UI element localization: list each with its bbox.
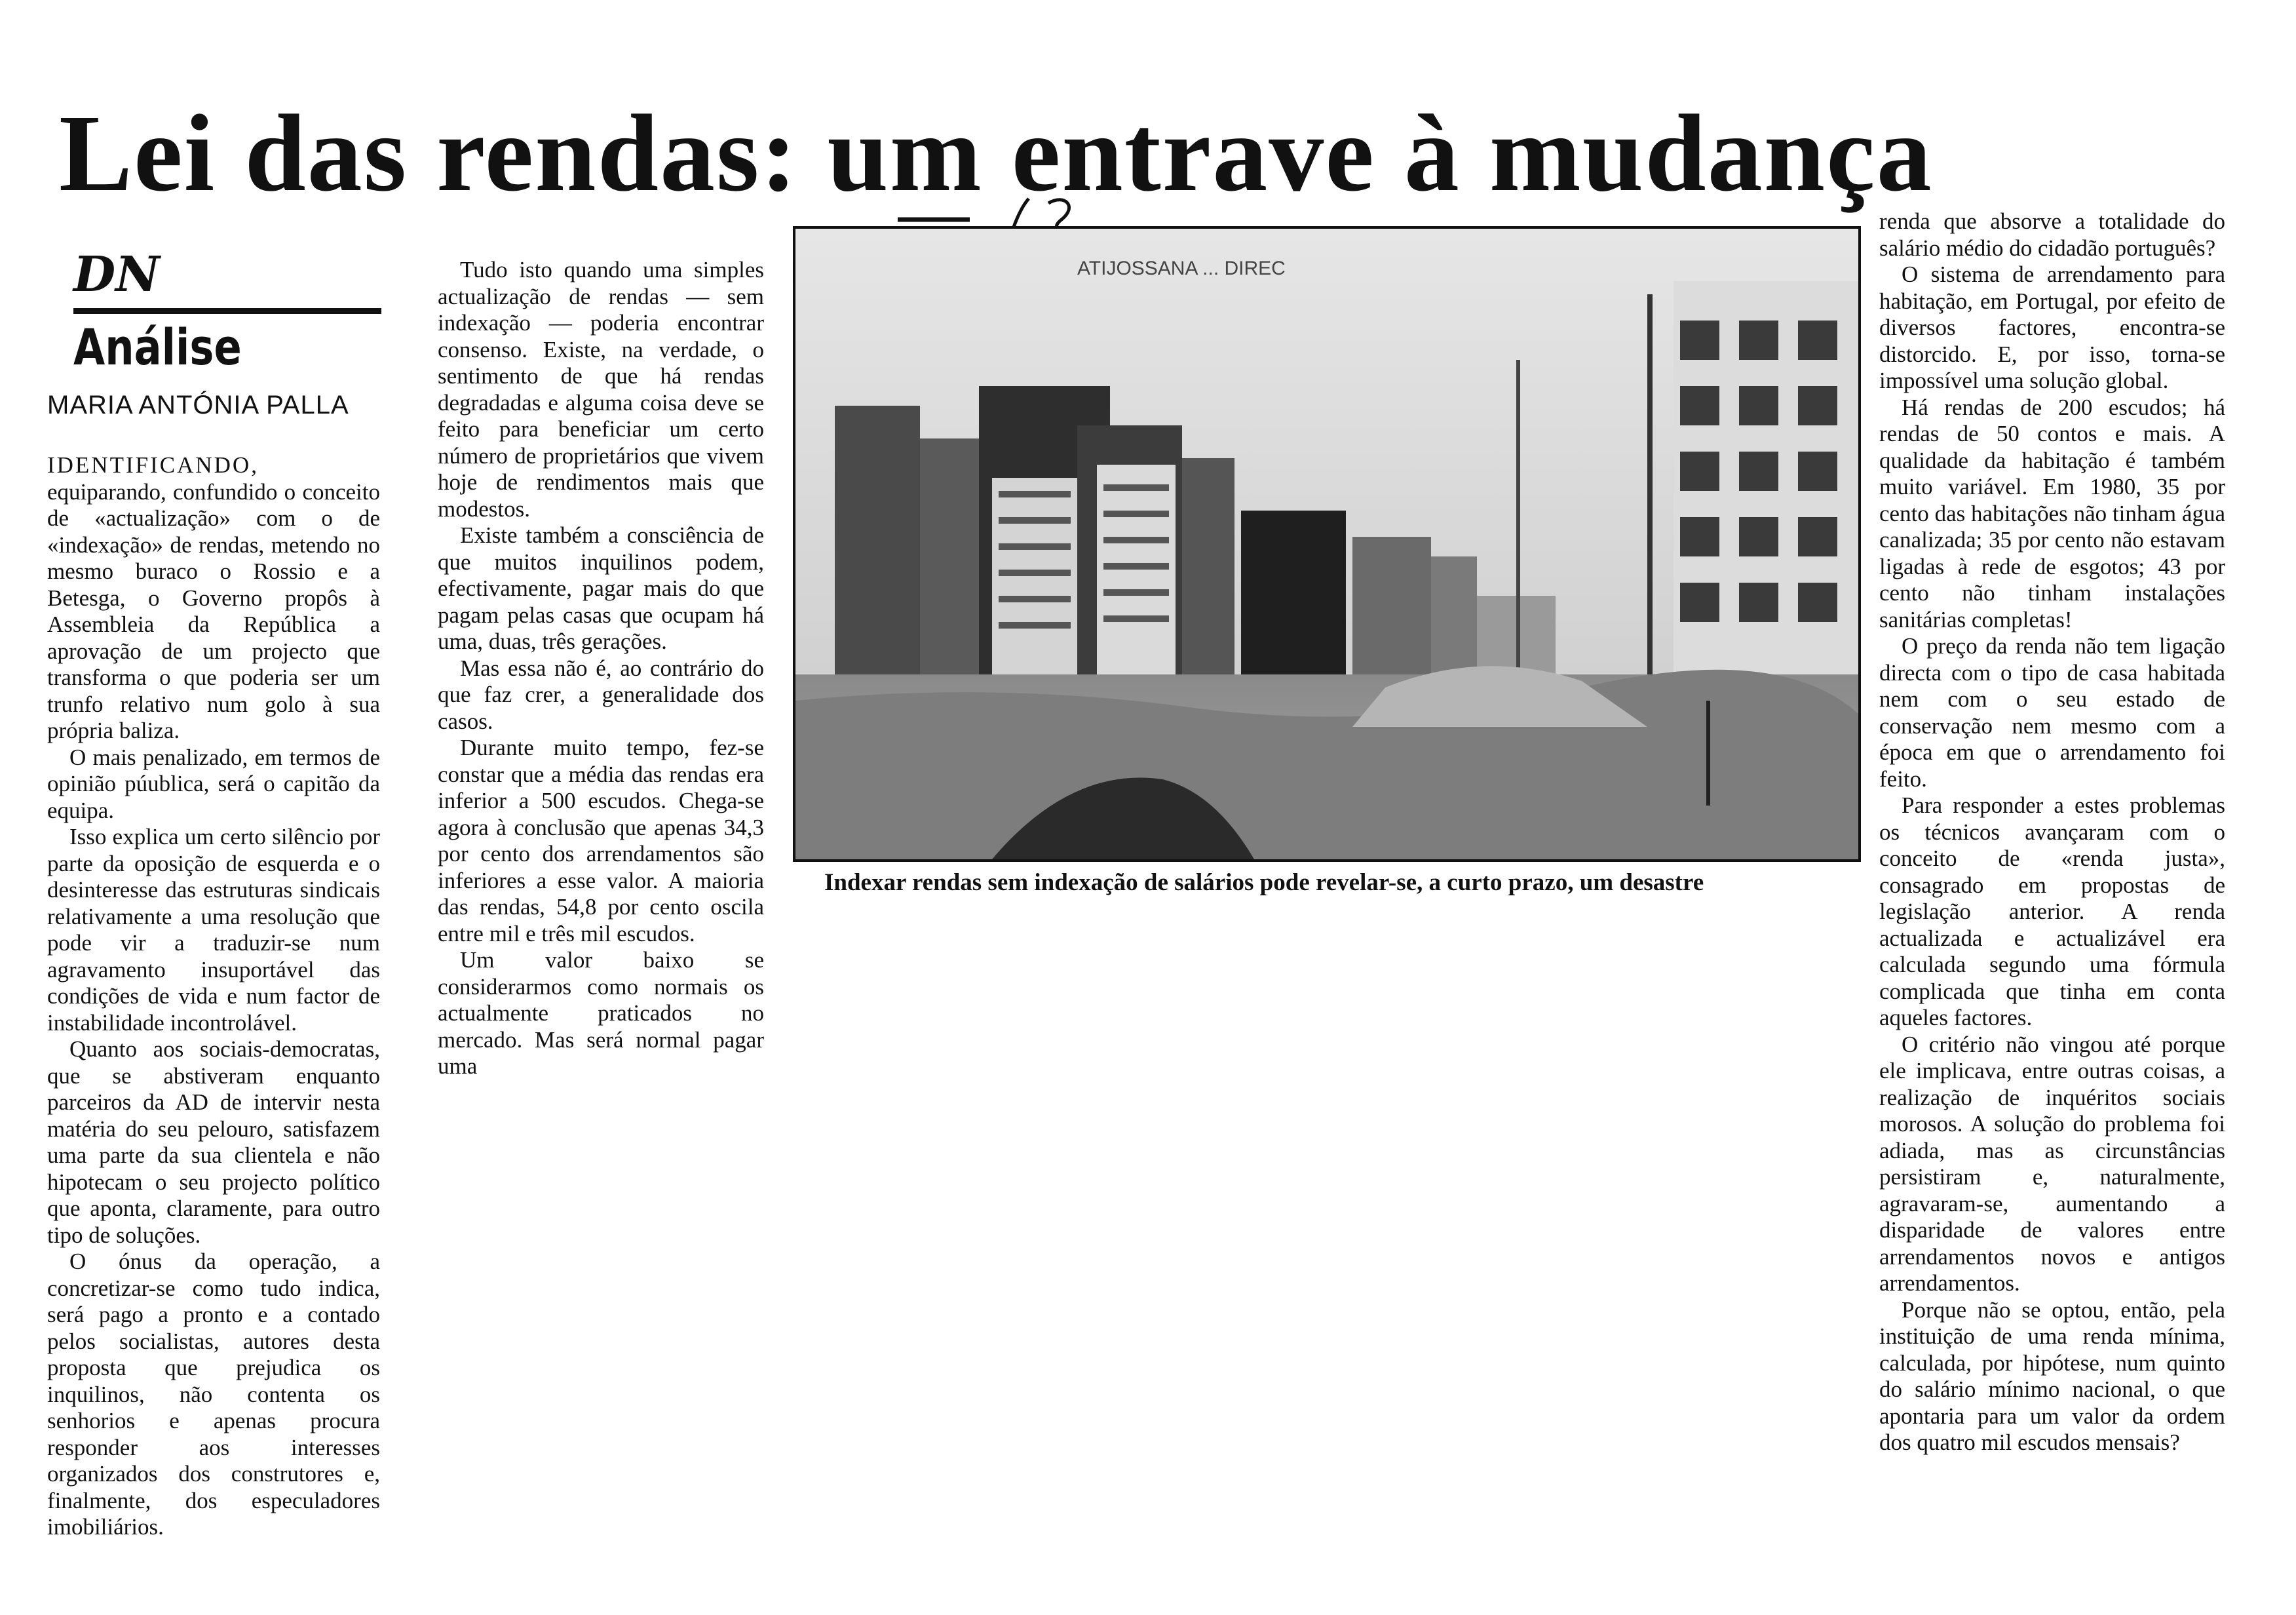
photo-caption: Indexar rendas sem indexação de salários pode revelar-se, a curto prazo, um desastre bbox=[824, 869, 1704, 896]
article-column-1 bbox=[47, 452, 380, 1541]
paragraph: O ónus da operação, a concretizar-se como tudo indica, será pago a pronto e a contado pelos socialistas, autores desta proposta que prejudica os inquilinos, não contenta os senhorios e apenas procura responder aos interesses organizados dos construtores e, finalmente, dos especuladores imobiliários. bbox=[47, 1249, 380, 1540]
author-byline: MARIA ANTÓNIA PALLA bbox=[47, 391, 349, 419]
paragraph: O preço da renda não tem ligação directa com o tipo de casa habitada nem com o seu estado de conservação nem mesmo com a época em que o arrendamento foi feito. bbox=[1879, 633, 2225, 792]
paragraph: Quanto aos sociais-democratas, que se abstiveram enquanto parceiros da AD de intervir nesta matéria do seu pelouro, satisfazem uma parte da sua clientela e não hipotecam o seu projecto político que aponta, claramente, para outro tipo de soluções. bbox=[47, 1036, 380, 1248]
photo-buildings-illustration bbox=[795, 229, 1858, 859]
paragraph: O critério não vingou até porque ele implicava, entre outras coisas, a realização de inquéritos sociais morosos. A solução do problema foi adiada, mas as circunstâncias persistiram e, naturalmente, agravaram-se, aumentando a disparidade de valores entre arrendamentos novos e antigos arrendamentos. bbox=[1879, 1031, 2225, 1296]
article-column-2 bbox=[438, 257, 764, 1080]
article-column-3 bbox=[1879, 208, 2225, 1456]
paragraph: Um valor baixo se considerarmos como normais os actualmente praticados no mercado. Mas será normal pagar uma bbox=[438, 947, 764, 1079]
lead-word: IDENTIFICANDO, bbox=[47, 452, 259, 478]
article-headline: Lei das rendas: um entrave à mudança bbox=[59, 92, 1933, 214]
article-photo bbox=[793, 226, 1861, 862]
photo-sign-text: ATIJOSSANA ... DIREC bbox=[1077, 258, 1286, 279]
section-rule bbox=[73, 308, 381, 314]
paragraph bbox=[47, 452, 380, 745]
paragraph: Há rendas de 200 escudos; há rendas de 50 contos e mais. A qualidade da habitação é também muito variável. Em 1980, 35 por cento das habitações não tinham água canalizada; 35 por cento não estavam ligadas à rede de esgotos; 43 por cento não tinham instalações sanitárias completas! bbox=[1879, 394, 2225, 632]
newspaper-logo: DN bbox=[73, 246, 160, 303]
paragraph: Porque não se optou, então, pela instituição de uma renda mínima, calculada, por hipótese, num quinto do salário mínimo nacional, o que apontaria para um valor da ordem dos quatro mil escudos mensais? bbox=[1879, 1296, 2225, 1455]
paragraph: Tudo isto quando uma simples actualização de rendas — sem indexação — poderia encontrar consenso. Existe, na verdade, o sentimento de que há rendas degradadas e alguma coisa deve se feito para beneficiar um certo número de proprietários que vivem hoje de rendimentos mais que modestos. bbox=[438, 257, 764, 522]
paragraph: O mais penalizado, em termos de opinião púublica, será o capitão da equipa. bbox=[47, 744, 380, 823]
paragraph: Existe também a consciência de que muitos inquilinos podem, efectivamente, pagar mais do que pagam pelas casas que ocupam há uma, duas, três gerações. bbox=[438, 522, 764, 654]
paragraph: renda que absorve a totalidade do salário médio do cidadão português? bbox=[1879, 208, 2225, 261]
paragraph-text: equiparando, confundido o conceito de «actualização» com o de «indexação» de rendas, metendo no mesmo buraco o Rossio e a Betesga, o Governo propôs à Assembleia da República a aprovação de um projecto que transforma o que poderia ser um trunfo relativo num golo à sua própria baliza. bbox=[47, 478, 380, 743]
paragraph: Mas essa não é, ao contrário do que faz crer, a generalidade dos casos. bbox=[438, 655, 764, 734]
section-label: Análise bbox=[73, 318, 242, 376]
paragraph: Durante muito tempo, fez-se constar que a média das rendas era inferior a 500 escudos. Chega-se agora à conclusão que apenas 34,3 por cento dos arrendamentos são inferiores a esse valor. A maioria das rendas, 54,8 por cento oscila entre mil e três mil escudos. bbox=[438, 735, 764, 946]
paragraph: Para responder a estes problemas os técnicos avançaram com o conceito de «renda justa», consagrado em propostas de legislação anterior. A renda actualizada e actualizável era calculada segundo uma fórmula complicada que tinha em conta aqueles factores. bbox=[1879, 792, 2225, 1030]
paragraph: Isso explica um certo silêncio por parte da oposição de esquerda e o desinteresse das estruturas sindicais relativamente a uma resolução que pode vir a traduzir-se num agravamento insuportável das condições de vida e num factor de instabilidade incontrolável. bbox=[47, 824, 380, 1036]
paragraph: O sistema de arrendamento para habitação, em Portugal, por efeito de diversos factores, encontra-se distorcido. E, por isso, torna-se impossível uma solução global. bbox=[1879, 262, 2225, 393]
